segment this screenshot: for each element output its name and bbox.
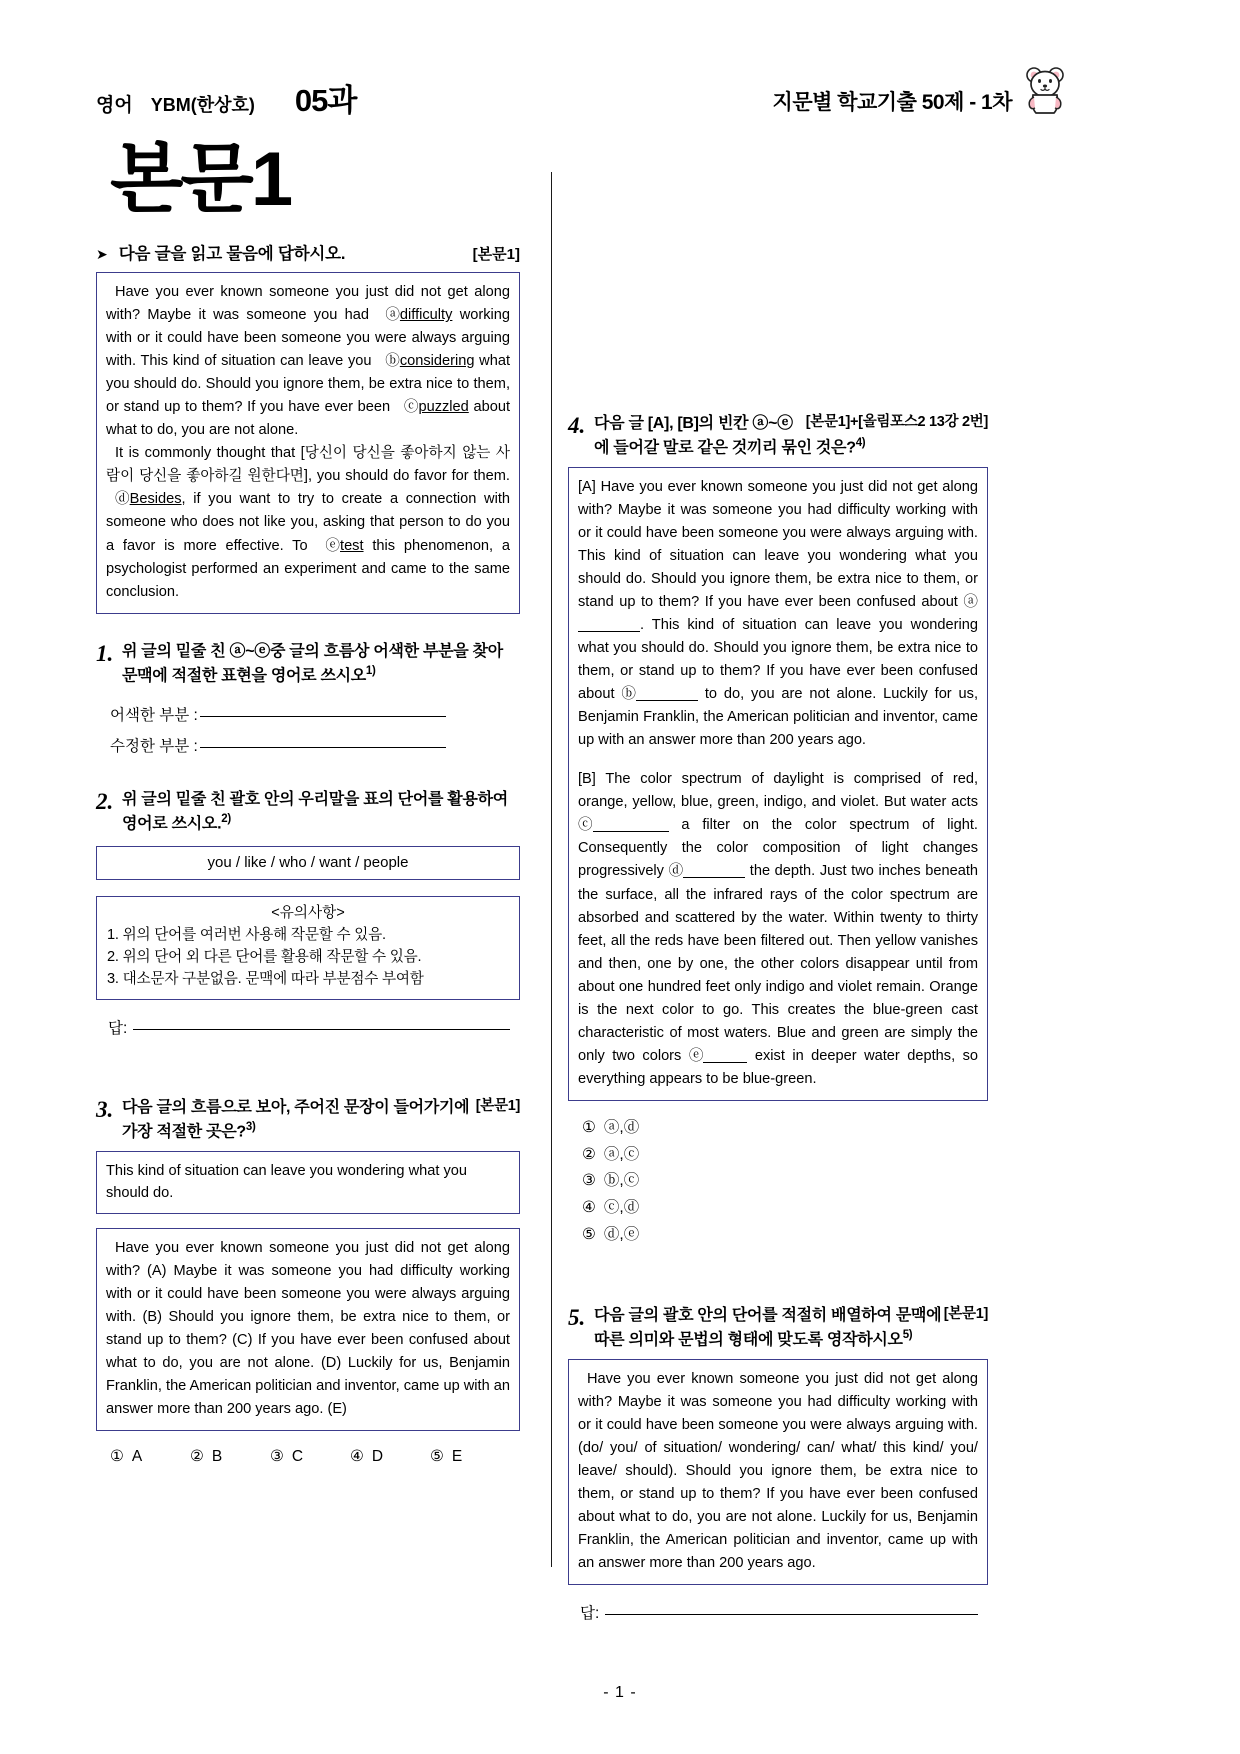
notes-box [96, 896, 520, 1001]
choice-4-label: ⓒ,ⓓ [603, 1198, 640, 1216]
question-5-header [568, 1304, 988, 1352]
marker-e: ⓔ [325, 537, 341, 554]
passage-q3-text: Have you ever known someone you just did not get along with? (A) Maybe it was someone you had difficulty working with or it could have been someone you were always arguing with. (B) Should you ignore them, be extra nice to them, or stand up to them? (C) If you have ever been confused about what to do, you are not alone. (D) Luckily for us, Benjamin Franklin, the American politician and inventor, came up with an answer more than 200 years ago. (E) [106, 1239, 510, 1418]
reading-instruction [96, 240, 520, 264]
choice-2-number: ② [582, 1145, 596, 1163]
choice-4-label: D [371, 1448, 384, 1466]
question-3-header [96, 1096, 520, 1144]
choice-1[interactable] [582, 1115, 988, 1142]
question-5-footnote: 5) [902, 1329, 913, 1342]
passage-A-seg-mid: . This kind of situation can leave you wondering what you should do. Should you ignore them, be extra nice to them, or stand up to them? If you have ever been confused about [578, 616, 978, 703]
choice-2[interactable] [582, 1142, 988, 1169]
blank-e[interactable] [703, 1062, 747, 1063]
question-4-number: 4. [568, 413, 586, 438]
p1-seg4: about what to do, you are not alone. [106, 399, 511, 439]
question-3-choices [96, 1447, 520, 1466]
choice-2[interactable] [190, 1447, 270, 1466]
marker-d: ⓓ [115, 491, 130, 508]
question-2-answer-input[interactable] [133, 1029, 510, 1030]
blank-marker-b: ⓑ [621, 686, 636, 703]
given-sentence-box: This kind of situation can leave you wondering what you should do. [96, 1151, 520, 1214]
marker-a: ⓐ [385, 307, 400, 324]
p2-seg1: It is commonly thought that [당신이 당신을 좋아하지 않는 사람이 당신을 좋아하길 원한다면], you should do favor for them. [106, 445, 510, 485]
question-1-header [96, 640, 520, 688]
passage1-para1 [106, 281, 510, 442]
choice-3-number: ③ [582, 1172, 596, 1190]
blank-b[interactable] [636, 700, 698, 701]
choice-2-label: ⓐ,ⓒ [603, 1145, 640, 1163]
answer-field-2-label: 수정한 부분 : [110, 737, 198, 755]
question-4-footnote: 4) [855, 437, 866, 450]
choice-2-label: B [211, 1448, 223, 1466]
reading-instruction-tag: [본문1] [472, 246, 520, 263]
question-5-answer-label: 답: [580, 1605, 600, 1623]
question-2-text-wrap [122, 788, 520, 836]
choice-4-number: ④ [350, 1448, 364, 1466]
blank-d[interactable] [683, 877, 745, 878]
choice-3[interactable] [582, 1168, 988, 1195]
underlined-c: puzzled [418, 399, 469, 416]
choice-4[interactable] [350, 1447, 430, 1466]
passage-B-seg3: the depth. Just two inches beneath the surface, all the infrared rays of the color spectrum are absorbed and scattered by the water. Within twenty to thirty feet, all the reds have been filtered out. Then yellow vanishes and then, one by one, the other colors disappear until from about one hundred feet only indigo and violet remain. Orange is the next color to go. This creates the blue-green cast characteristic of most waters. Blue and green are simply the only two colors [578, 863, 979, 1064]
question-5-text-wrap [594, 1304, 988, 1352]
passage-B-seg1: [B] The color spectrum of daylight is comprised of red, orange, yellow, blue, green, indigo, and violet. But water acts [578, 771, 978, 811]
question-1-footnote: 1) [365, 664, 376, 677]
blank-marker-c: ⓒ [578, 817, 593, 834]
note-item: 2. 위의 단어 외 다른 단어를 활용해 작문할 수 있음. [107, 949, 422, 966]
marker-c: ⓒ [403, 399, 419, 416]
choice-1-label: A [131, 1448, 143, 1466]
note-item: 3. 대소문자 구분없음. 문맥에 따라 부분점수 부여함 [107, 971, 424, 988]
choice-3[interactable] [270, 1447, 350, 1466]
notes-title: <유의사항> [271, 904, 345, 921]
answer-field-2[interactable] [110, 732, 520, 762]
question-3-number: 3. [96, 1097, 114, 1123]
question-3-text-wrap [122, 1096, 520, 1144]
word-bank-box: you / like / who / want / people [96, 846, 520, 880]
passage-box-q4 [568, 467, 988, 1101]
answer-field-1[interactable] [110, 701, 520, 731]
passage-A-seg2: to do, you are not alone. Luckily for us, Benjamin Franklin, the American politician and inventor, came up with an answer more than 200 years ago. [578, 686, 978, 749]
question-3-footnote: 3) [245, 1121, 256, 1134]
marker-b: ⓑ [385, 353, 400, 370]
question-1-number: 1. [96, 640, 114, 666]
choice-4-number: ④ [582, 1198, 596, 1216]
blank-marker-d: ⓓ [668, 863, 684, 880]
question-1-answer-fields [96, 701, 520, 761]
passage-q5-text: Have you ever known someone you just did not get along with? Maybe it was someone you had difficulty working with or it could have been someone you were always arguing with. (do/ you/ of situation/ wondering/ can/ what/ this kind/ you/ leave/ should). Should you ignore them, be extra nice to them, or stand up to them? If you have ever been confused about what to do, you are not alone. Luckily for us, Benjamin Franklin, the American politician and inventor, came up with an answer more than 200 years ago. [578, 1370, 978, 1572]
question-3-text: 다음 글의 흐름으로 보아, 주어진 문장이 들어가기에 가장 적절한 곳은? [122, 1099, 470, 1141]
blank-marker-a: ⓐ [963, 593, 978, 610]
passage-box-1 [96, 272, 520, 614]
column-divider [551, 172, 552, 1567]
choice-4[interactable] [582, 1195, 988, 1222]
passage-box-q5 [568, 1359, 988, 1585]
underlined-d: Besides [129, 491, 182, 508]
p1-seg1: Have you ever known someone you just did not get along with? Maybe it was someone you had [106, 284, 510, 324]
page-number: - 1 - [603, 1684, 637, 1701]
answer-field-1-label: 어색한 부분 : [110, 707, 198, 725]
passage-A [578, 476, 978, 753]
blank-c[interactable] [593, 831, 669, 832]
choice-1-label: ⓐ,ⓓ [603, 1118, 640, 1136]
p1-seg3: what you should do. Should you ignore them, be extra nice to them, or stand up to them? If you have ever been [106, 353, 511, 416]
question-4-tag: [본문1]+[올림포스2 13강 2번] [805, 414, 988, 430]
passage-box-q3 [96, 1228, 520, 1431]
choice-3-label: ⓑ,ⓒ [603, 1172, 640, 1190]
right-column [542, 240, 988, 1623]
choice-5-label: ⓓ,ⓔ [603, 1225, 640, 1243]
choice-5-number: ⑤ [582, 1225, 596, 1243]
passage-B-seg2: a filter on the color spectrum of light. Consequently the color composition of light changes progressively [578, 817, 978, 880]
choice-1-number: ① [110, 1448, 124, 1466]
choice-3-number: ③ [270, 1448, 284, 1466]
question-3-tag: [본문1] [475, 1098, 520, 1115]
question-1-text-wrap [122, 640, 520, 688]
passage-B-seg4: exist in deeper water depths, so everything appears to be blue-green. [578, 1047, 978, 1087]
choice-1[interactable] [110, 1447, 190, 1466]
question-4-header [568, 412, 988, 460]
question-5-tag: [본문1] [943, 1306, 988, 1323]
header-subject: 영어 [96, 95, 133, 116]
choice-2-number: ② [190, 1448, 204, 1466]
passage-A-seg1: [A] Have you ever known someone you just did not get along with? Maybe it was someone you had difficulty working with or it could have been someone you were always arguing with. This kind of situation can leave you wondering what you should do. Should you ignore them, be extra nice to them, or stand up to them? If you have ever been confused about [578, 478, 978, 610]
question-5-answer-line[interactable] [568, 1601, 988, 1623]
header-right-group [773, 64, 1068, 116]
blank-a[interactable] [578, 631, 640, 632]
choice-3-label: C [291, 1448, 304, 1466]
left-column [96, 240, 542, 1623]
p1-seg2: working with or it could have been someone you were always arguing with. This kind of situation can leave you [106, 307, 511, 370]
underlined-a: difficulty [399, 307, 453, 324]
question-2-number: 2. [96, 788, 114, 814]
passage1-para2 [106, 442, 510, 603]
note-item: 1. 위의 단어를 여러번 사용해 작문할 수 있음. [107, 927, 386, 944]
bear-mascot-icon [1022, 64, 1068, 116]
choice-5[interactable] [430, 1447, 510, 1466]
page-title: 본문1 [110, 137, 291, 222]
reading-instruction-text: 다음 글을 읽고 물음에 답하시오. [118, 245, 346, 263]
passage-B [578, 768, 978, 1091]
question-2-header [96, 788, 520, 836]
question-2-text: 위 글의 밑줄 친 괄호 안의 우리말을 표의 단어를 활용하여 영어로 쓰시오. [122, 790, 508, 833]
question-2-answer-label: 답: [108, 1020, 128, 1038]
question-2-answer-line[interactable] [96, 1016, 520, 1038]
header-left-group [96, 75, 356, 120]
question-4-text-wrap [594, 412, 988, 460]
header-book: YBM(한상호) [150, 95, 255, 115]
question-5-number: 5. [568, 1305, 586, 1331]
choice-5[interactable] [582, 1222, 988, 1249]
question-2-footnote: 2) [221, 812, 231, 825]
answer-field-1-input[interactable] [200, 716, 446, 717]
choice-1-number: ① [582, 1118, 596, 1136]
choice-5-number: ⑤ [430, 1448, 444, 1466]
question-4-choices [568, 1115, 988, 1248]
answer-field-2-input[interactable] [200, 747, 446, 748]
header-lesson: 05과 [294, 83, 357, 118]
question-5-answer-input[interactable] [605, 1614, 978, 1615]
choice-5-label: E [451, 1448, 463, 1466]
p2-seg2: , if you want to try to create a connection with someone who does not like you, asking that person to do you a favor is more effective. To [106, 491, 510, 554]
underlined-b: considering [399, 353, 475, 370]
two-column-body [96, 240, 1144, 1623]
header-series: 지문별 학교기출 50제 - 1차 [772, 91, 1012, 114]
question-5-text: 다음 글의 괄호 안의 단어를 적절히 배열하여 문맥에 따른 의미와 문법의 형태에 맞도록 영작하시오 [594, 1307, 942, 1349]
page-header [96, 62, 1144, 120]
blank-marker-e: ⓔ [688, 1047, 704, 1064]
question-1-text: 위 글의 밑줄 친 ⓐ~ⓔ중 글의 흐름상 어색한 부분을 찾아 문맥에 적절한 표현을 영어로 쓰시오 [122, 642, 503, 685]
p2-seg3: this phenomenon, a psychologist performed an experiment and came to the same conclusion. [106, 537, 511, 600]
question-4-text: 다음 글 [A], [B]의 빈칸 ⓐ~ⓔ에 들어갈 말로 같은 것끼리 묶인 것은? [594, 415, 856, 457]
arrow-icon: ➤ [96, 246, 108, 262]
underlined-e: test [340, 537, 364, 554]
